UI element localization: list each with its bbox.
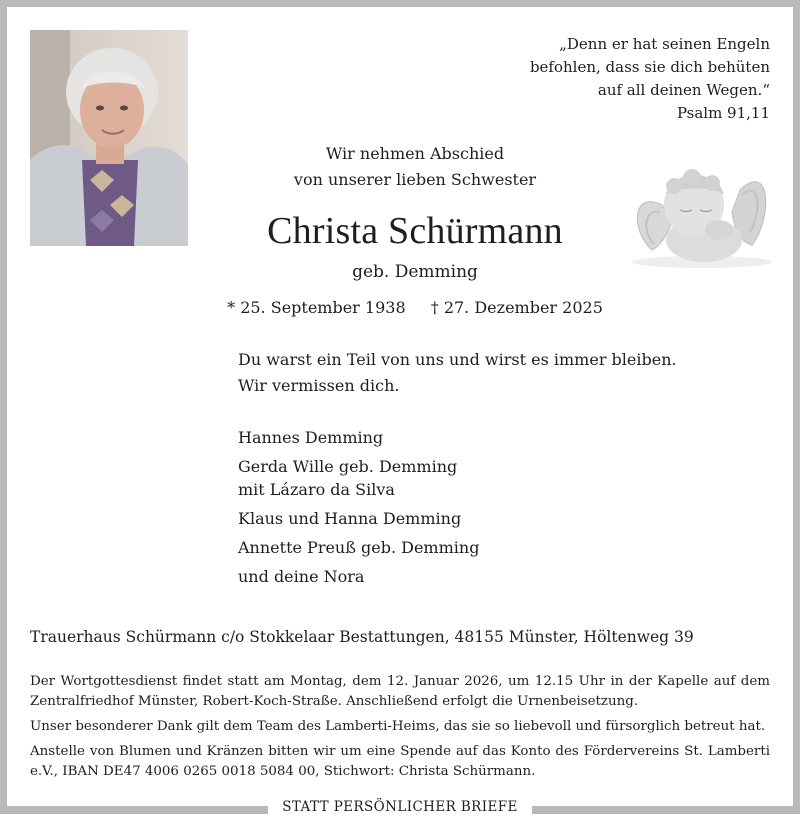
mourner-entry (238, 426, 479, 449)
mourner-entry (238, 455, 479, 501)
birth-date: * 25. September 1938 (227, 298, 406, 317)
message-line: Wir vermissen dich. (238, 376, 400, 395)
birth-name: geb. Demming (352, 262, 478, 282)
intro-text (200, 141, 630, 193)
angel-illustration (622, 150, 772, 270)
quote-line: auf all deinen Wegen.“ (597, 81, 770, 99)
death-date: † 27. Dezember 2025 (430, 298, 603, 317)
quote-line: befohlen, dass sie dich behüten (529, 58, 770, 76)
message-line: Du warst ein Teil von uns und wirst es immer bleiben. (238, 350, 677, 369)
quote-line: „Denn er hat seinen Engeln (559, 35, 770, 53)
service-notes (30, 672, 770, 787)
mourner-entry (238, 507, 479, 530)
intro-line: Wir nehmen Abschied (325, 144, 505, 163)
bible-quote (440, 33, 770, 125)
mourner-entry (238, 536, 479, 559)
donation-note: Anstelle von Blumen und Kränzen bitten wir um eine Spende auf das Konto des Fördervereins St. Lamberti e.V., IBAN DE47 4006 0265 0018 5084 00, Stichwort: Christa Schürmann. (30, 744, 770, 779)
mourners-list (238, 426, 479, 594)
mourning-house-address: Trauerhaus Schürmann c/o Stokkelaar Bestattungen, 48155 Münster, Höltenweg 39 (30, 628, 694, 646)
mourner-name: Hannes Demming (238, 428, 384, 447)
life-dates (200, 296, 630, 320)
mourner-name: Annette Preuß geb. Demming (238, 538, 480, 557)
mourner-entry (238, 565, 479, 588)
mourner-name: und deine Nora (238, 567, 365, 586)
deceased-name: Christa Schürmann (267, 210, 563, 252)
mourner-name: Gerda Wille geb. Demming (238, 457, 458, 476)
mourner-partner: mit Lázaro da Silva (238, 480, 395, 499)
intro-line: von unserer lieben Schwester (293, 170, 537, 189)
mourner-name: Klaus und Hanna Demming (238, 509, 462, 528)
portrait-photo (30, 30, 188, 246)
quote-source: Psalm 91,11 (676, 104, 770, 122)
farewell-message (238, 347, 677, 399)
service-info: Der Wortgottesdienst findet statt am Montag, dem 12. Januar 2026, um 12.15 Uhr in der Kapelle auf dem Zentralfriedhof Münster, Robert-Koch-Straße. Anschließend erfolgt die Urnenbeisetzung. (30, 674, 770, 709)
thanks-note: Unser besonderer Dank gilt dem Team des Lamberti-Heims, das sie so liebevoll und fürsorglich betreut hat. (30, 719, 766, 734)
footer-label: STATT PERSÖNLICHER BRIEFE (268, 797, 532, 817)
